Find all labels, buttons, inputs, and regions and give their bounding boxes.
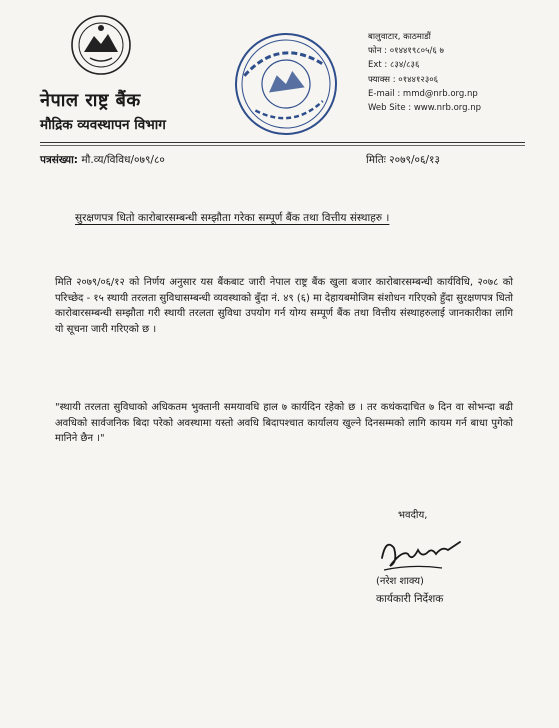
signer-title: कार्यकारी निर्देशक [376,593,444,605]
nrb-emblem-logo [70,14,132,76]
handwritten-signature [372,528,467,576]
org-name: नेपाल राष्ट्र बैंक [40,90,141,111]
contact-block [368,30,481,115]
letter-date: मितिः २०७९/०६/१३ [366,154,440,166]
contact-ext: Ext : ८३४/८३६ [368,60,420,71]
contact-website: Web Site : www.nrb.org.np [368,103,482,114]
header-divider-secondary [40,145,525,146]
closing-salutation: भवदीय, [398,510,428,521]
reference-number [40,153,165,167]
department-name: मौद्रिक व्यवस्थापन विभाग [40,117,166,133]
signer-name: (नरेश शाक्य) [376,576,424,587]
contact-fax: फ्याक्स : ०१४४१२३०६ [368,74,439,85]
body-paragraph-2: "स्थायी तरलता सुविधाको अधिकतम भुक्तानी समयावधि हाल ७ कार्यदिन रहेको छ । तर कथंकदाचित ७ दिन वा सोभन्दा बढी अवधिको सार्वजनिक बिदा परेको अवस्थामा यस्तो अवधि बिदापश्चात कार्यालय खुल्ने दिनसम्मको लागि कायम गर्न बाधा पुगेको मानिने छैन ।" [55,402,513,444]
body-paragraph-1: मिति २०७९/०६/१२ को निर्णय अनुसार यस बैंकबाट जारी नेपाल राष्ट्र बैंक खुला बजार कारोबारसम्बन्धी कार्यविधि, २०७८ को परिच्छेद - १५ स्थायी तरलता सुविधासम्बन्धी व्यवस्थाको बुँदा नं. ४९ (६) मा देहायबमोजिम संशोधन गरिएको हुँदा सुरक्षणपत्र धितो कारोबारसम्बन्धी सम्झौता गरी स्थायी तरलता सुविधा उपयोग गर्न योग्य सम्पूर्ण बैंक तथा वित्तीय संस्थाहरुलाई जानकारीका लागि यो सूचना जारी गरिएको छ । [55,277,513,335]
header-divider [40,142,525,143]
contact-phone: फोन : ०१४४१९८०५/६ ७ [368,46,444,57]
reference-value: मौ.व्य/विविध/०७९/८० [81,154,165,166]
contact-address: बालुवाटार, काठमाडौं [368,32,431,42]
contact-email: E-mail : mmd@nrb.org.np [368,88,478,99]
reference-label: पत्रसंख्या: [40,154,79,166]
subject-line: सुरक्षणपत्र धितो कारोबारसम्बन्धी सम्झौता गरेका सम्पूर्ण बैंक तथा वित्तीय संस्थाहरु । [75,212,390,224]
official-stamp [232,30,340,138]
